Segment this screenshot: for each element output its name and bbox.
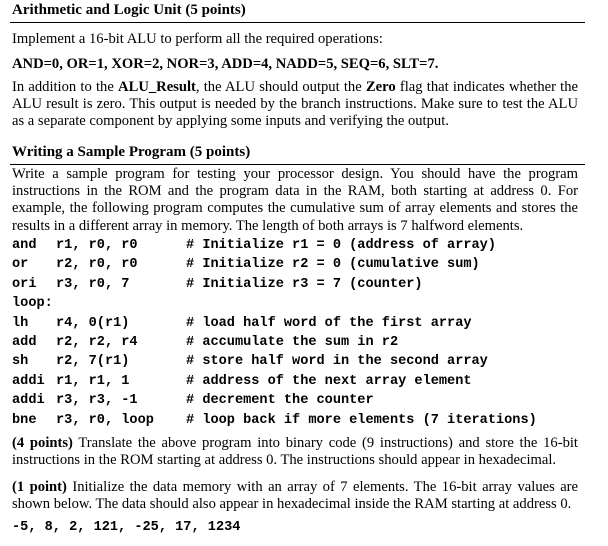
- alu-title-rule: [10, 22, 585, 23]
- code-op: ori: [12, 276, 37, 292]
- code-op: add: [12, 334, 37, 350]
- array-values: -5, 8, 2, 121, -25, 17, 1234: [12, 520, 241, 535]
- init-text: Initialize the data memory with an array of 7 elements. The 16-bit array values are shown below. The data should also appear in hexadecimal inside the RAM starting at address 0.: [12, 479, 579, 512]
- alu-operations-list: AND=0, OR=1, XOR=2, NOR=3, ADD=4, NADD=5, SEQ=6, SLT=7.: [12, 56, 439, 72]
- code-comment: # Initialize r3 = 7 (counter): [186, 276, 423, 292]
- code-comment: # Initialize r2 = 0 (cumulative sum): [186, 257, 480, 273]
- translate-points: (4 points): [12, 435, 73, 451]
- code-args: r3, r3, -1: [56, 393, 138, 409]
- init-paragraph: [12, 479, 578, 512]
- code-args: r1, r1, 1: [56, 373, 130, 389]
- code-line: [12, 316, 582, 335]
- init-points: (1 point): [12, 479, 67, 495]
- alu-intro: Implement a 16-bit ALU to perform all the required operations:: [12, 31, 383, 47]
- code-comment: # loop back if more elements (7 iterations): [186, 412, 537, 428]
- code-comment: # decrement the counter: [186, 393, 374, 409]
- alu-section-title: Arithmetic and Logic Unit (5 points): [12, 2, 246, 18]
- code-op: addi: [12, 373, 45, 389]
- code-args: r4, 0(r1): [56, 315, 130, 331]
- alu-zero-text-2: , the ALU should output the: [195, 79, 366, 95]
- zero-flag-term: Zero: [365, 79, 396, 95]
- code-args: r1, r0, r0: [56, 238, 138, 253]
- code-args: r2, r0, r0: [56, 257, 138, 273]
- alu-zero-text-3: flag that indicates whether the ALU result is zero. This output is needed by the branch instructions. Make sure to test the ALU as a separate component by applying some inputs and verifying the output.: [12, 79, 578, 130]
- code-comment: # load half word of the first array: [186, 315, 472, 331]
- code-args: r2, 7(r1): [56, 354, 130, 370]
- code-op: addi: [12, 393, 45, 409]
- code-op: lh: [12, 315, 29, 331]
- code-line: [12, 413, 582, 432]
- translate-paragraph: [12, 435, 578, 468]
- code-comment: # address of the next array element: [186, 373, 472, 389]
- code-line: [12, 335, 582, 354]
- sample-program-listing: [12, 238, 582, 432]
- code-line: [12, 374, 582, 393]
- alu-zero-text-1: In addition to the: [12, 79, 119, 95]
- translate-text: Translate the above program into binary code (9 instructions) and store the 16-bit instructions in the ROM starting at address 0. The instructions should appear in hexadecimal.: [12, 435, 578, 468]
- code-comment: # store half word in the second array: [186, 354, 488, 370]
- code-line: [12, 393, 582, 412]
- code-op: sh: [12, 354, 29, 370]
- sample-section-title: Writing a Sample Program (5 points): [12, 144, 251, 160]
- sample-title-rule: [10, 164, 585, 165]
- code-label-line: [12, 296, 582, 315]
- code-comment: # Initialize r1 = 0 (address of array): [186, 238, 496, 253]
- code-args: r3, r0, loop: [56, 412, 154, 428]
- code-op: bne: [12, 412, 37, 428]
- alu-zero-flag-paragraph: [12, 79, 578, 131]
- code-op: or: [12, 257, 29, 273]
- alu-result-term: ALU_Result: [118, 79, 196, 95]
- code-args: r2, r2, r4: [56, 334, 138, 350]
- code-comment: # accumulate the sum in r2: [186, 334, 399, 350]
- code-args: r3, r0, 7: [56, 276, 130, 292]
- code-line: [12, 257, 582, 276]
- code-op: and: [12, 238, 37, 253]
- code-line: [12, 354, 582, 373]
- code-label: loop:: [12, 296, 53, 312]
- code-line: [12, 238, 582, 257]
- sample-description: Write a sample program for testing your processor design. You should have the program instructions in the ROM and the program data in the RAM, both starting at address 0. For example, the following program computes the cumulative sum of array elements and stores the results in a different array in memory. The length of both arrays is 7 halfword elements.: [12, 166, 578, 234]
- code-line: [12, 277, 582, 296]
